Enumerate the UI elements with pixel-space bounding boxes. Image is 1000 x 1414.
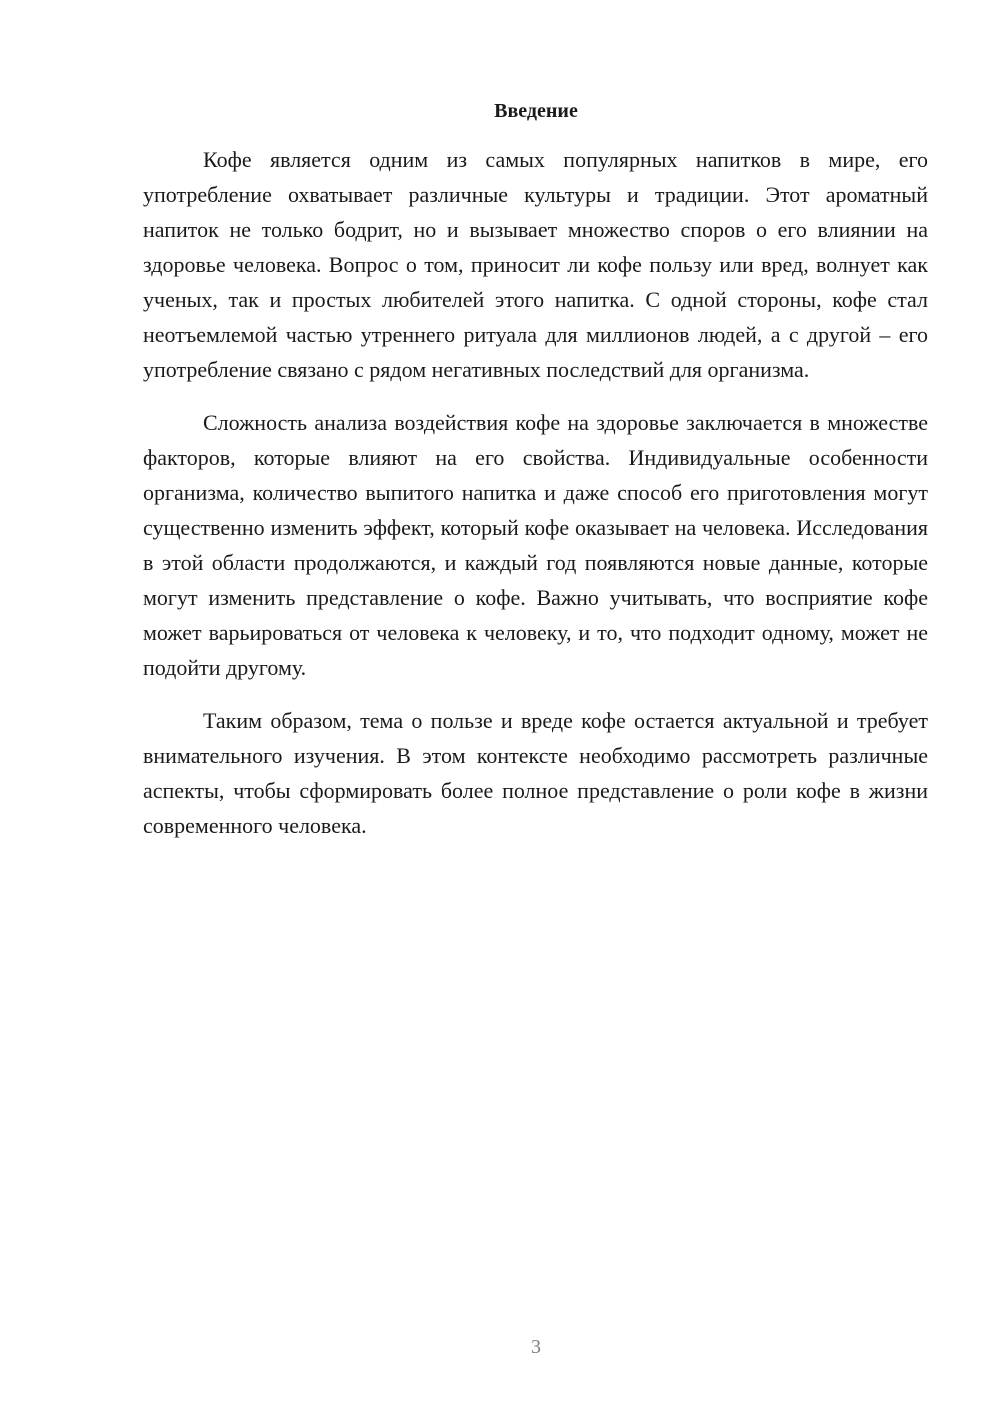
section-title: Введение <box>494 100 578 122</box>
paragraph: Кофе является одним из самых популярных напитков в мире, его употребление охватывает различные культуры и традиции. Этот ароматный напиток не только бодрит, но и вызывает множество споров о его влиянии на здоровье человека. Вопрос о том, приносит ли кофе пользу или вред, волнует как ученых, так и простых любителей этого напитка. С одной стороны, кофе стал неотъемлемой частью утреннего ритуала для миллионов людей, а с другой – его употребление связано с рядом негативных последствий для организма. <box>143 147 928 382</box>
paragraph: Сложность анализа воздействия кофе на здоровье заключается в множестве факторов, которые влияют на его свойства. Индивидуальные особенности организма, количество выпитого напитка и даже способ его приготовления могут существенно изменить эффект, который кофе оказывает на человека. Исследования в этой области продолжаются, и каждый год появляются новые данные, которые могут изменить представление о кофе. Важно учитывать, что восприятие кофе может варьироваться от человека к человеку, и то, что подходит одному, может не подойти другому. <box>143 410 928 680</box>
document-body <box>143 142 928 843</box>
paragraph: Таким образом, тема о пользе и вреде кофе остается актуальной и требует внимательного изучения. В этом контексте необходимо рассмотреть различные аспекты, чтобы сформировать более полное представление о роли кофе в жизни современного человека. <box>143 708 928 838</box>
page-number: 3 <box>531 1336 541 1358</box>
